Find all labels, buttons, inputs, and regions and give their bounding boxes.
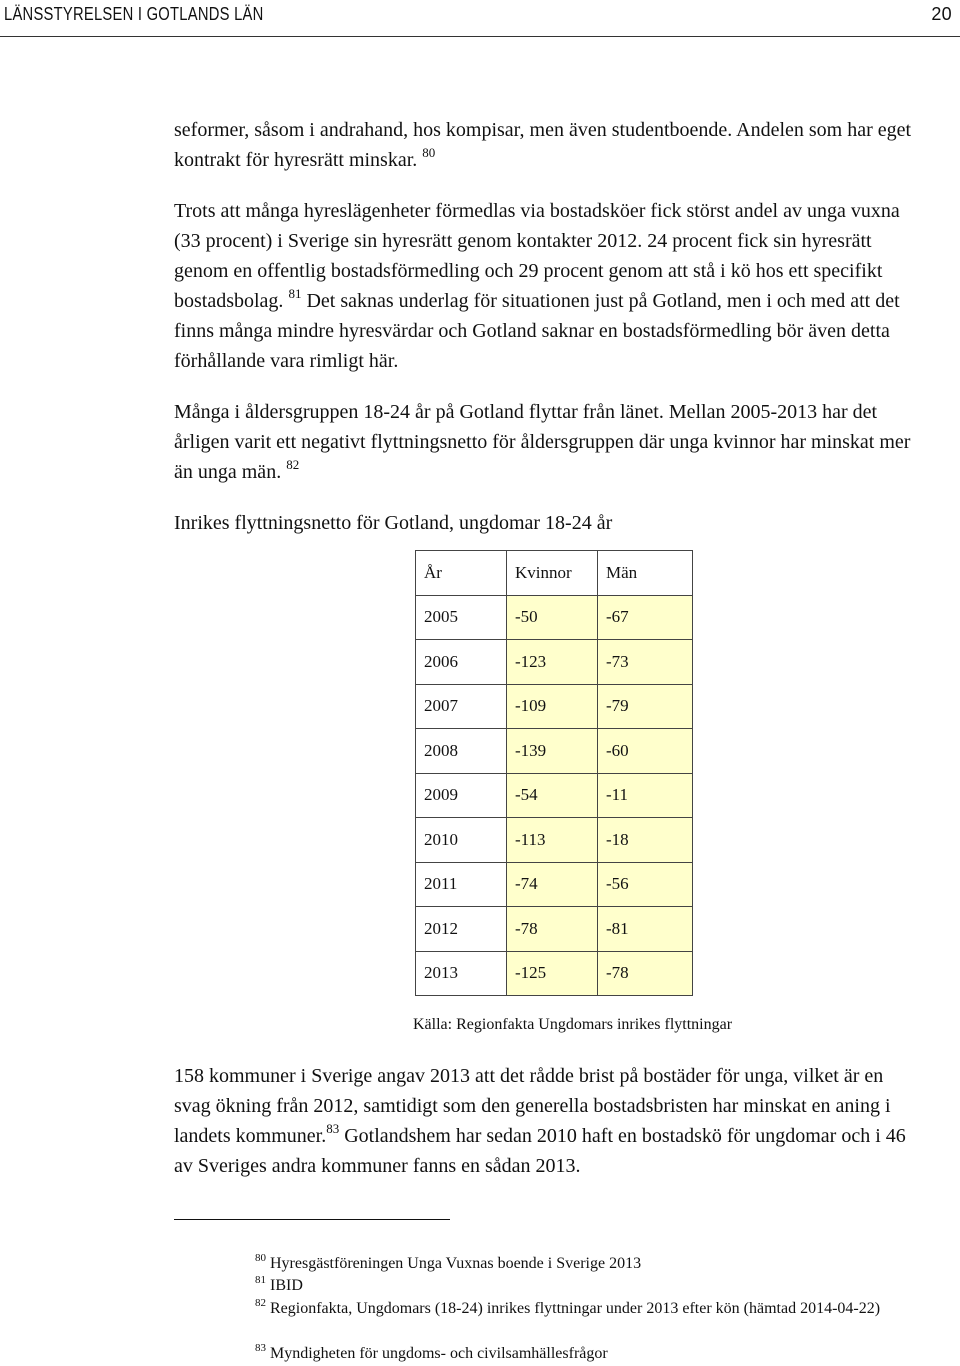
table-row <box>416 907 693 952</box>
year-cell: 2012 <box>416 907 507 952</box>
men-cell: -11 <box>598 773 693 818</box>
table-row <box>416 729 693 774</box>
footnote-divider <box>174 1219 450 1220</box>
table-heading: Inrikes flyttningsnetto för Gotland, ungdomar 18-24 år <box>174 512 613 534</box>
table-row <box>416 640 693 685</box>
paragraph-4 <box>174 1061 920 1181</box>
paragraph-text: Många i åldersgruppen 18-24 år på Gotland flyttar från länet. Mellan 2005-2013 har det årligen varit ett negativt flyttningsnetto för åldersgruppen där unga kvinnor har minskat mer än unga män. <box>174 401 911 483</box>
footnote-80 <box>255 1254 895 1274</box>
women-cell: -109 <box>507 684 598 729</box>
page-number: 20 <box>931 4 952 24</box>
footnote-number: 82 <box>255 1297 266 1309</box>
footnote-number: 83 <box>255 1342 266 1354</box>
men-cell: -60 <box>598 729 693 774</box>
year-cell: 2010 <box>416 818 507 863</box>
footnote-82 <box>255 1299 895 1319</box>
paragraph-text: 158 kommuner i Sverige angav 2013 att det rådde brist på bostäder för unga, vilket är en svag ökning från 2012, samtidigt som den generella bostadsbristen har minskat en aning i landets kommuner. <box>174 1065 891 1147</box>
year-cell: 2007 <box>416 684 507 729</box>
table-source: Källa: Regionfakta Ungdomars inrikes flyttningar <box>413 1016 733 1033</box>
paragraph-text: seformer, såsom i andrahand, hos kompisar, men även studentboende. Andelen som har eget kontrakt för hyresrätt minskar. <box>174 119 912 171</box>
table-row <box>416 684 693 729</box>
footnote-text: Myndigheten för ungdoms- och civilsamhällesfrågor <box>270 1345 608 1362</box>
table-row <box>416 595 693 640</box>
header-men: Män <box>598 551 693 596</box>
women-cell: -50 <box>507 595 598 640</box>
paragraph-text: Trots att många hyreslägenheter förmedlas via bostadsköer fick störst andel av unga vuxna (33 procent) i Sverige sin hyresrätt genom kontakter 2012. 24 procent fick sin hyresrätt genom en offentlig bostadsförmedling och 29 procent genom att stå i kö hos ett specifikt bostadsbolag. <box>174 200 900 312</box>
footnote-text: IBID <box>270 1277 303 1294</box>
organization-name: LÄNSSTYRELSEN I GOTLANDS LÄN <box>4 4 264 24</box>
table-row <box>416 862 693 907</box>
table-row <box>416 773 693 818</box>
paragraph-3 <box>174 397 920 487</box>
men-cell: -81 <box>598 907 693 952</box>
year-cell: 2013 <box>416 951 507 996</box>
men-cell: -73 <box>598 640 693 685</box>
paragraph-2 <box>174 196 920 376</box>
men-cell: -18 <box>598 818 693 863</box>
men-cell: -79 <box>598 684 693 729</box>
women-cell: -125 <box>507 951 598 996</box>
men-cell: -67 <box>598 595 693 640</box>
footnote-ref-80[interactable]: 80 <box>422 145 436 160</box>
footnote-text: Hyresgästföreningen Unga Vuxnas boende i Sverige 2013 <box>270 1255 642 1272</box>
women-cell: -139 <box>507 729 598 774</box>
paragraph-text: Gotlandshem har sedan 2010 haft en bostadskö för ungdomar och i 46 av Sveriges andra kommuner fanns en sådan 2013. <box>174 1125 906 1177</box>
men-cell: -56 <box>598 862 693 907</box>
men-cell: -78 <box>598 951 693 996</box>
year-cell: 2011 <box>416 862 507 907</box>
header-year: År <box>416 551 507 596</box>
women-cell: -54 <box>507 773 598 818</box>
year-cell: 2009 <box>416 773 507 818</box>
table-row <box>416 818 693 863</box>
table-row <box>416 951 693 996</box>
footnote-81 <box>255 1276 895 1296</box>
footnote-ref-81[interactable]: 81 <box>288 286 302 301</box>
paragraph-1 <box>174 115 920 175</box>
women-cell: -113 <box>507 818 598 863</box>
footnote-83 <box>255 1344 895 1364</box>
migration-table <box>415 550 693 996</box>
footnote-ref-83[interactable]: 83 <box>326 1121 340 1136</box>
women-cell: -78 <box>507 907 598 952</box>
footnote-number: 80 <box>255 1252 266 1264</box>
women-cell: -74 <box>507 862 598 907</box>
year-cell: 2006 <box>416 640 507 685</box>
year-cell: 2008 <box>416 729 507 774</box>
paragraph-text: Det saknas underlag för situationen just på Gotland, men i och med att det finns många mindre hyresvärdar och Gotland saknar en bostadsförmedling bör även detta förhållande vara rimligt här. <box>174 290 900 372</box>
footnote-number: 81 <box>255 1274 266 1286</box>
women-cell: -123 <box>507 640 598 685</box>
footnote-text: Regionfakta, Ungdomars (18-24) inrikes flyttningar under 2013 efter kön (hämtad 2014-04-22) <box>270 1300 881 1317</box>
page-header <box>0 0 960 37</box>
year-cell: 2005 <box>416 595 507 640</box>
table-header-row <box>416 551 693 596</box>
footnote-ref-82[interactable]: 82 <box>286 457 300 472</box>
header-women: Kvinnor <box>507 551 598 596</box>
